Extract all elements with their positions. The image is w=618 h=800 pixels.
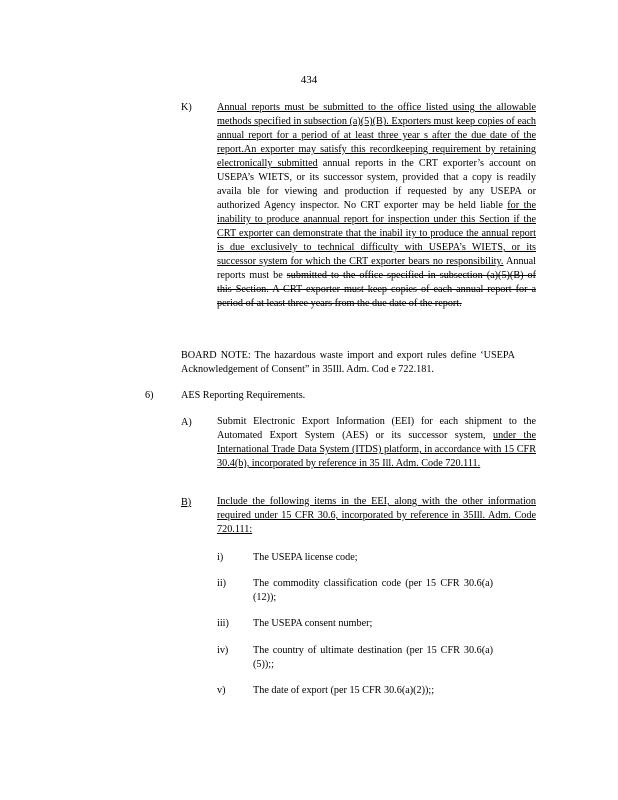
subitem-i-text: The USEPA license code;: [253, 552, 358, 563]
subitem-iv-label: iv): [217, 645, 229, 656]
subitem-iv-text: The country of ultimate destination (per 15 CFR 30.6(a)(5));;: [253, 645, 493, 670]
item-6-label: 6): [145, 390, 154, 401]
page-number: 434: [300, 74, 318, 86]
item-k-text: [217, 101, 536, 311]
item-k-underlined-1: Annual reports must be submitted to the office listed using the allowable methods specified in subsection (a)(5)(B). Exporters must keep copies of each annual report for a period of at least three year s after the due date of the report.An exporter may satisfy this recordkeeping requirement by retaining electronically submitted: [217, 102, 536, 169]
item-a-plain: Submit Electronic Export Information (EEI) for each shipment to the Automated Export System (AES) or its successor system,: [217, 416, 536, 441]
item-k-plain: annual reports in the CRT exporter’s account on USEPA’s WIETS, or its successor system, provided that a copy is readily availa ble for viewing and production if requested by any USEPA or authorized Agency inspector. No CRT exporter may be held liable: [217, 158, 536, 211]
subitem-v-text: The date of export (per 15 CFR 30.6(a)(2));;: [253, 685, 435, 696]
item-b-label: B): [181, 497, 192, 508]
item-k-label: K): [181, 102, 192, 113]
item-b-underlined: Include the following items in the EEI, along with the other information required under 15 CFR 30.6, incorporated by reference in 35Ill. Adm. Code 720.111:: [217, 496, 536, 535]
board-note: BOARD NOTE: The hazardous waste import and export rules define ‘USEPA Acknowledgement of Consent” in 35Ill. Adm. Cod e 722.181.: [181, 350, 515, 375]
item-k-plain-2: Annual reports must be: [217, 256, 537, 281]
subitem-ii-label: ii): [217, 578, 227, 589]
subitem-iii-text: The USEPA consent number;: [253, 618, 373, 629]
item-k-struck: submitted to the office specified in subsection (a)(5)(B) of this Section. A CRT exporter must keep copies of each annual report for a period of at least three years from the due date of the report.: [217, 270, 537, 309]
subitem-ii-text: The commodity classification code (per 15 CFR 30.6(a)(12));: [253, 578, 493, 603]
subitem-iii-label: iii): [217, 618, 229, 629]
item-a-underlined: under the International Trade Data System (ITDS) platform, in accordance with 15 CFR 30.4(b), incorporated by reference in 35 Ill. Adm. Code 720.111.: [217, 430, 536, 469]
subitem-i-label: i): [217, 552, 224, 563]
item-a-label: A): [181, 417, 192, 428]
item-6-title: AES Reporting Requirements.: [181, 390, 306, 401]
subitem-v-label: v): [217, 685, 226, 696]
item-k-underlined-2: for the inability to produce anannual report for inspection under this Section if the CRT exporter can demonstrate that the inabil ity to produce the annual report is due exclusively to technical difficulty with USEPA’s WIETS, or its successor system for which the CRT exporter bears no responsibility.: [217, 200, 537, 267]
item-b-text: [217, 495, 536, 537]
item-a-text: [217, 415, 536, 471]
